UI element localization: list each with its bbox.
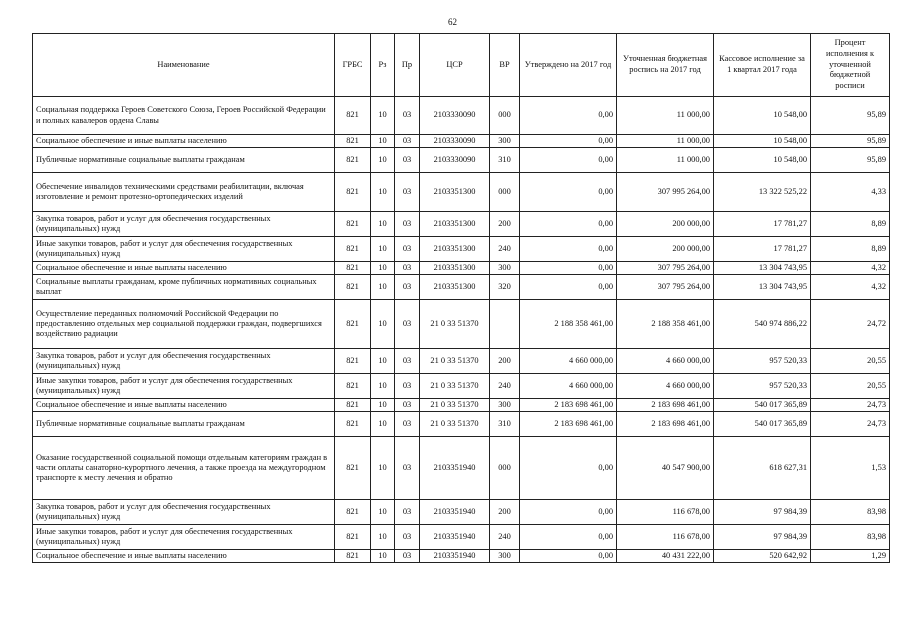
cell-rz: 10: [371, 500, 395, 525]
cell-percent: 4,32: [811, 275, 890, 300]
table-row: [33, 500, 890, 525]
table-row: [33, 148, 890, 173]
cell-grbs: 821: [335, 349, 371, 374]
cell-cash: 540 017 365,89: [714, 399, 811, 412]
cell-refined: 2 183 698 461,00: [617, 412, 714, 437]
cell-name: Закупка товаров, работ и услуг для обеспечения государственных (муниципальных) нужд: [33, 212, 335, 237]
cell-percent: 95,89: [811, 135, 890, 148]
cell-cash: 540 974 886,22: [714, 300, 811, 349]
cell-name: Социальное обеспечение и иные выплаты населению: [33, 135, 335, 148]
cell-name: Социальное обеспечение и иные выплаты населению: [33, 399, 335, 412]
cell-refined: 2 188 358 461,00: [617, 300, 714, 349]
cell-approved: 2 183 698 461,00: [520, 399, 617, 412]
cell-percent: 95,89: [811, 148, 890, 173]
cell-approved: 4 660 000,00: [520, 374, 617, 399]
cell-percent: 1,53: [811, 437, 890, 500]
cell-pr: 03: [395, 275, 420, 300]
cell-grbs: 821: [335, 550, 371, 563]
cell-pr: 03: [395, 300, 420, 349]
cell-vr: 300: [490, 262, 520, 275]
cell-grbs: 821: [335, 275, 371, 300]
column-header-name: Наименование: [33, 34, 335, 97]
column-header-cash: Кассовое исполнение за 1 квартал 2017 года: [714, 34, 811, 97]
table-row: [33, 437, 890, 500]
table-row: [33, 374, 890, 399]
cell-csr: 2103351300: [420, 275, 490, 300]
cell-name: Публичные нормативные социальные выплаты гражданам: [33, 412, 335, 437]
table-header-row: [33, 34, 890, 97]
cell-refined: 4 660 000,00: [617, 349, 714, 374]
cell-refined: 307 995 264,00: [617, 173, 714, 212]
cell-rz: 10: [371, 412, 395, 437]
column-header-approved: Утверждено на 2017 год: [520, 34, 617, 97]
cell-vr: 310: [490, 148, 520, 173]
cell-pr: 03: [395, 97, 420, 135]
cell-approved: 0,00: [520, 500, 617, 525]
cell-cash: 97 984,39: [714, 525, 811, 550]
cell-name: Иные закупки товаров, работ и услуг для обеспечения государственных (муниципальных) нужд: [33, 237, 335, 262]
cell-cash: 10 548,00: [714, 135, 811, 148]
cell-approved: 0,00: [520, 97, 617, 135]
cell-percent: 8,89: [811, 212, 890, 237]
table-row: [33, 135, 890, 148]
cell-pr: 03: [395, 412, 420, 437]
cell-approved: 0,00: [520, 135, 617, 148]
cell-pr: 03: [395, 148, 420, 173]
cell-name: Социальные выплаты гражданам, кроме публичных нормативных социальных выплат: [33, 275, 335, 300]
cell-csr: 2103351300: [420, 262, 490, 275]
cell-approved: 0,00: [520, 148, 617, 173]
cell-cash: 97 984,39: [714, 500, 811, 525]
cell-vr: 000: [490, 173, 520, 212]
column-header-pr: Пр: [395, 34, 420, 97]
cell-csr: 2103351300: [420, 237, 490, 262]
cell-rz: 10: [371, 550, 395, 563]
table-row: [33, 300, 890, 349]
cell-name: Закупка товаров, работ и услуг для обеспечения государственных (муниципальных) нужд: [33, 349, 335, 374]
cell-vr: 300: [490, 399, 520, 412]
cell-rz: 10: [371, 173, 395, 212]
cell-pr: 03: [395, 173, 420, 212]
cell-refined: 4 660 000,00: [617, 374, 714, 399]
cell-rz: 10: [371, 97, 395, 135]
cell-percent: 24,73: [811, 399, 890, 412]
cell-cash: 540 017 365,89: [714, 412, 811, 437]
cell-cash: 13 304 743,95: [714, 275, 811, 300]
cell-csr: 21 0 33 51370: [420, 374, 490, 399]
column-header-csr: ЦСР: [420, 34, 490, 97]
cell-refined: 116 678,00: [617, 525, 714, 550]
cell-name: Социальная поддержка Героев Советского Союза, Героев Российской Федерации и полных кавалеров ордена Славы: [33, 97, 335, 135]
cell-pr: 03: [395, 237, 420, 262]
cell-vr: 200: [490, 212, 520, 237]
cell-percent: 20,55: [811, 374, 890, 399]
cell-grbs: 821: [335, 412, 371, 437]
cell-csr: 2103351940: [420, 525, 490, 550]
table-row: [33, 262, 890, 275]
cell-rz: 10: [371, 437, 395, 500]
cell-rz: 10: [371, 525, 395, 550]
cell-csr: 2103351300: [420, 212, 490, 237]
cell-approved: 2 183 698 461,00: [520, 412, 617, 437]
cell-name: Закупка товаров, работ и услуг для обеспечения государственных (муниципальных) нужд: [33, 500, 335, 525]
cell-grbs: 821: [335, 500, 371, 525]
cell-percent: 4,32: [811, 262, 890, 275]
cell-pr: 03: [395, 262, 420, 275]
cell-vr: 240: [490, 237, 520, 262]
cell-vr: 310: [490, 412, 520, 437]
table-row: [33, 237, 890, 262]
cell-cash: 957 520,33: [714, 349, 811, 374]
cell-vr: 240: [490, 525, 520, 550]
cell-cash: 520 642,92: [714, 550, 811, 563]
cell-rz: 10: [371, 237, 395, 262]
cell-vr: 200: [490, 500, 520, 525]
cell-approved: 0,00: [520, 525, 617, 550]
cell-pr: 03: [395, 399, 420, 412]
cell-grbs: 821: [335, 437, 371, 500]
cell-refined: 40 431 222,00: [617, 550, 714, 563]
cell-rz: 10: [371, 212, 395, 237]
cell-cash: 618 627,31: [714, 437, 811, 500]
column-header-refined: Уточненная бюджетная роспись на 2017 год: [617, 34, 714, 97]
cell-name: Публичные нормативные социальные выплаты гражданам: [33, 148, 335, 173]
cell-grbs: 821: [335, 525, 371, 550]
page-number: 62: [448, 17, 457, 27]
cell-pr: 03: [395, 374, 420, 399]
cell-refined: 11 000,00: [617, 135, 714, 148]
cell-percent: 4,33: [811, 173, 890, 212]
cell-percent: 20,55: [811, 349, 890, 374]
cell-name: Осуществление переданных полномочий Российской Федерации по предоставлению отдельных мер социальной поддержки граждан, подвергшихся воздействию радиации: [33, 300, 335, 349]
cell-rz: 10: [371, 300, 395, 349]
cell-percent: 83,98: [811, 500, 890, 525]
cell-percent: 24,73: [811, 412, 890, 437]
cell-csr: 21 0 33 51370: [420, 412, 490, 437]
cell-name: Социальное обеспечение и иные выплаты населению: [33, 550, 335, 563]
cell-percent: 8,89: [811, 237, 890, 262]
cell-csr: 2103330090: [420, 135, 490, 148]
cell-rz: 10: [371, 148, 395, 173]
cell-approved: 4 660 000,00: [520, 349, 617, 374]
cell-csr: 2103351940: [420, 550, 490, 563]
cell-vr: 240: [490, 374, 520, 399]
cell-rz: 10: [371, 399, 395, 412]
table-row: [33, 349, 890, 374]
cell-csr: 2103330090: [420, 97, 490, 135]
cell-vr: [490, 300, 520, 349]
cell-percent: 24,72: [811, 300, 890, 349]
table-row: [33, 275, 890, 300]
table-row: [33, 212, 890, 237]
cell-rz: 10: [371, 135, 395, 148]
cell-name: Иные закупки товаров, работ и услуг для обеспечения государственных (муниципальных) нужд: [33, 374, 335, 399]
cell-cash: 17 781,27: [714, 237, 811, 262]
cell-refined: 200 000,00: [617, 237, 714, 262]
cell-pr: 03: [395, 525, 420, 550]
cell-refined: 40 547 900,00: [617, 437, 714, 500]
cell-pr: 03: [395, 135, 420, 148]
cell-grbs: 821: [335, 148, 371, 173]
cell-pr: 03: [395, 500, 420, 525]
cell-approved: 0,00: [520, 212, 617, 237]
cell-pr: 03: [395, 550, 420, 563]
cell-pr: 03: [395, 349, 420, 374]
cell-name: Оказание государственной социальной помощи отдельным категориям граждан в части оплаты санаторно-курортного лечения, а также проезда на междугородном транспорте к месту лечения и обратно: [33, 437, 335, 500]
cell-cash: 13 322 525,22: [714, 173, 811, 212]
cell-csr: 21 0 33 51370: [420, 349, 490, 374]
cell-vr: 200: [490, 349, 520, 374]
cell-csr: 2103351300: [420, 173, 490, 212]
table-row: [33, 525, 890, 550]
cell-approved: 0,00: [520, 275, 617, 300]
cell-cash: 10 548,00: [714, 97, 811, 135]
cell-cash: 10 548,00: [714, 148, 811, 173]
cell-cash: 13 304 743,95: [714, 262, 811, 275]
cell-rz: 10: [371, 349, 395, 374]
column-header-percent: Процент исполнения к уточненной бюджетной росписи: [811, 34, 890, 97]
cell-name: Иные закупки товаров, работ и услуг для обеспечения государственных (муниципальных) нужд: [33, 525, 335, 550]
table-row: [33, 399, 890, 412]
cell-grbs: 821: [335, 262, 371, 275]
cell-refined: 116 678,00: [617, 500, 714, 525]
column-header-rz: Рз: [371, 34, 395, 97]
cell-vr: 320: [490, 275, 520, 300]
cell-grbs: 821: [335, 374, 371, 399]
cell-refined: 2 183 698 461,00: [617, 399, 714, 412]
cell-approved: 2 188 358 461,00: [520, 300, 617, 349]
cell-percent: 83,98: [811, 525, 890, 550]
table-row: [33, 97, 890, 135]
cell-approved: 0,00: [520, 237, 617, 262]
cell-name: Обеспечение инвалидов техническими средствами реабилитации, включая изготовление и ремонт протезно-ортопедических изделий: [33, 173, 335, 212]
cell-grbs: 821: [335, 399, 371, 412]
cell-refined: 200 000,00: [617, 212, 714, 237]
cell-percent: 95,89: [811, 97, 890, 135]
cell-csr: 2103351940: [420, 437, 490, 500]
column-header-grbs: ГРБС: [335, 34, 371, 97]
cell-grbs: 821: [335, 97, 371, 135]
cell-csr: 2103351940: [420, 500, 490, 525]
cell-vr: 300: [490, 550, 520, 563]
cell-vr: 300: [490, 135, 520, 148]
cell-refined: 11 000,00: [617, 148, 714, 173]
cell-approved: 0,00: [520, 437, 617, 500]
cell-refined: 307 795 264,00: [617, 275, 714, 300]
cell-refined: 11 000,00: [617, 97, 714, 135]
cell-approved: 0,00: [520, 173, 617, 212]
cell-cash: 957 520,33: [714, 374, 811, 399]
budget-execution-table: [32, 33, 890, 563]
cell-name: Социальное обеспечение и иные выплаты населению: [33, 262, 335, 275]
cell-csr: 21 0 33 51370: [420, 399, 490, 412]
cell-pr: 03: [395, 437, 420, 500]
cell-rz: 10: [371, 374, 395, 399]
cell-csr: 2103330090: [420, 148, 490, 173]
cell-approved: 0,00: [520, 550, 617, 563]
cell-rz: 10: [371, 275, 395, 300]
cell-grbs: 821: [335, 300, 371, 349]
cell-grbs: 821: [335, 135, 371, 148]
cell-percent: 1,29: [811, 550, 890, 563]
table-row: [33, 173, 890, 212]
cell-grbs: 821: [335, 237, 371, 262]
table-row: [33, 550, 890, 563]
table-row: [33, 412, 890, 437]
cell-approved: 0,00: [520, 262, 617, 275]
cell-csr: 21 0 33 51370: [420, 300, 490, 349]
column-header-vr: ВР: [490, 34, 520, 97]
cell-pr: 03: [395, 212, 420, 237]
cell-grbs: 821: [335, 173, 371, 212]
cell-vr: 000: [490, 97, 520, 135]
cell-refined: 307 795 264,00: [617, 262, 714, 275]
cell-cash: 17 781,27: [714, 212, 811, 237]
cell-rz: 10: [371, 262, 395, 275]
cell-vr: 000: [490, 437, 520, 500]
cell-grbs: 821: [335, 212, 371, 237]
